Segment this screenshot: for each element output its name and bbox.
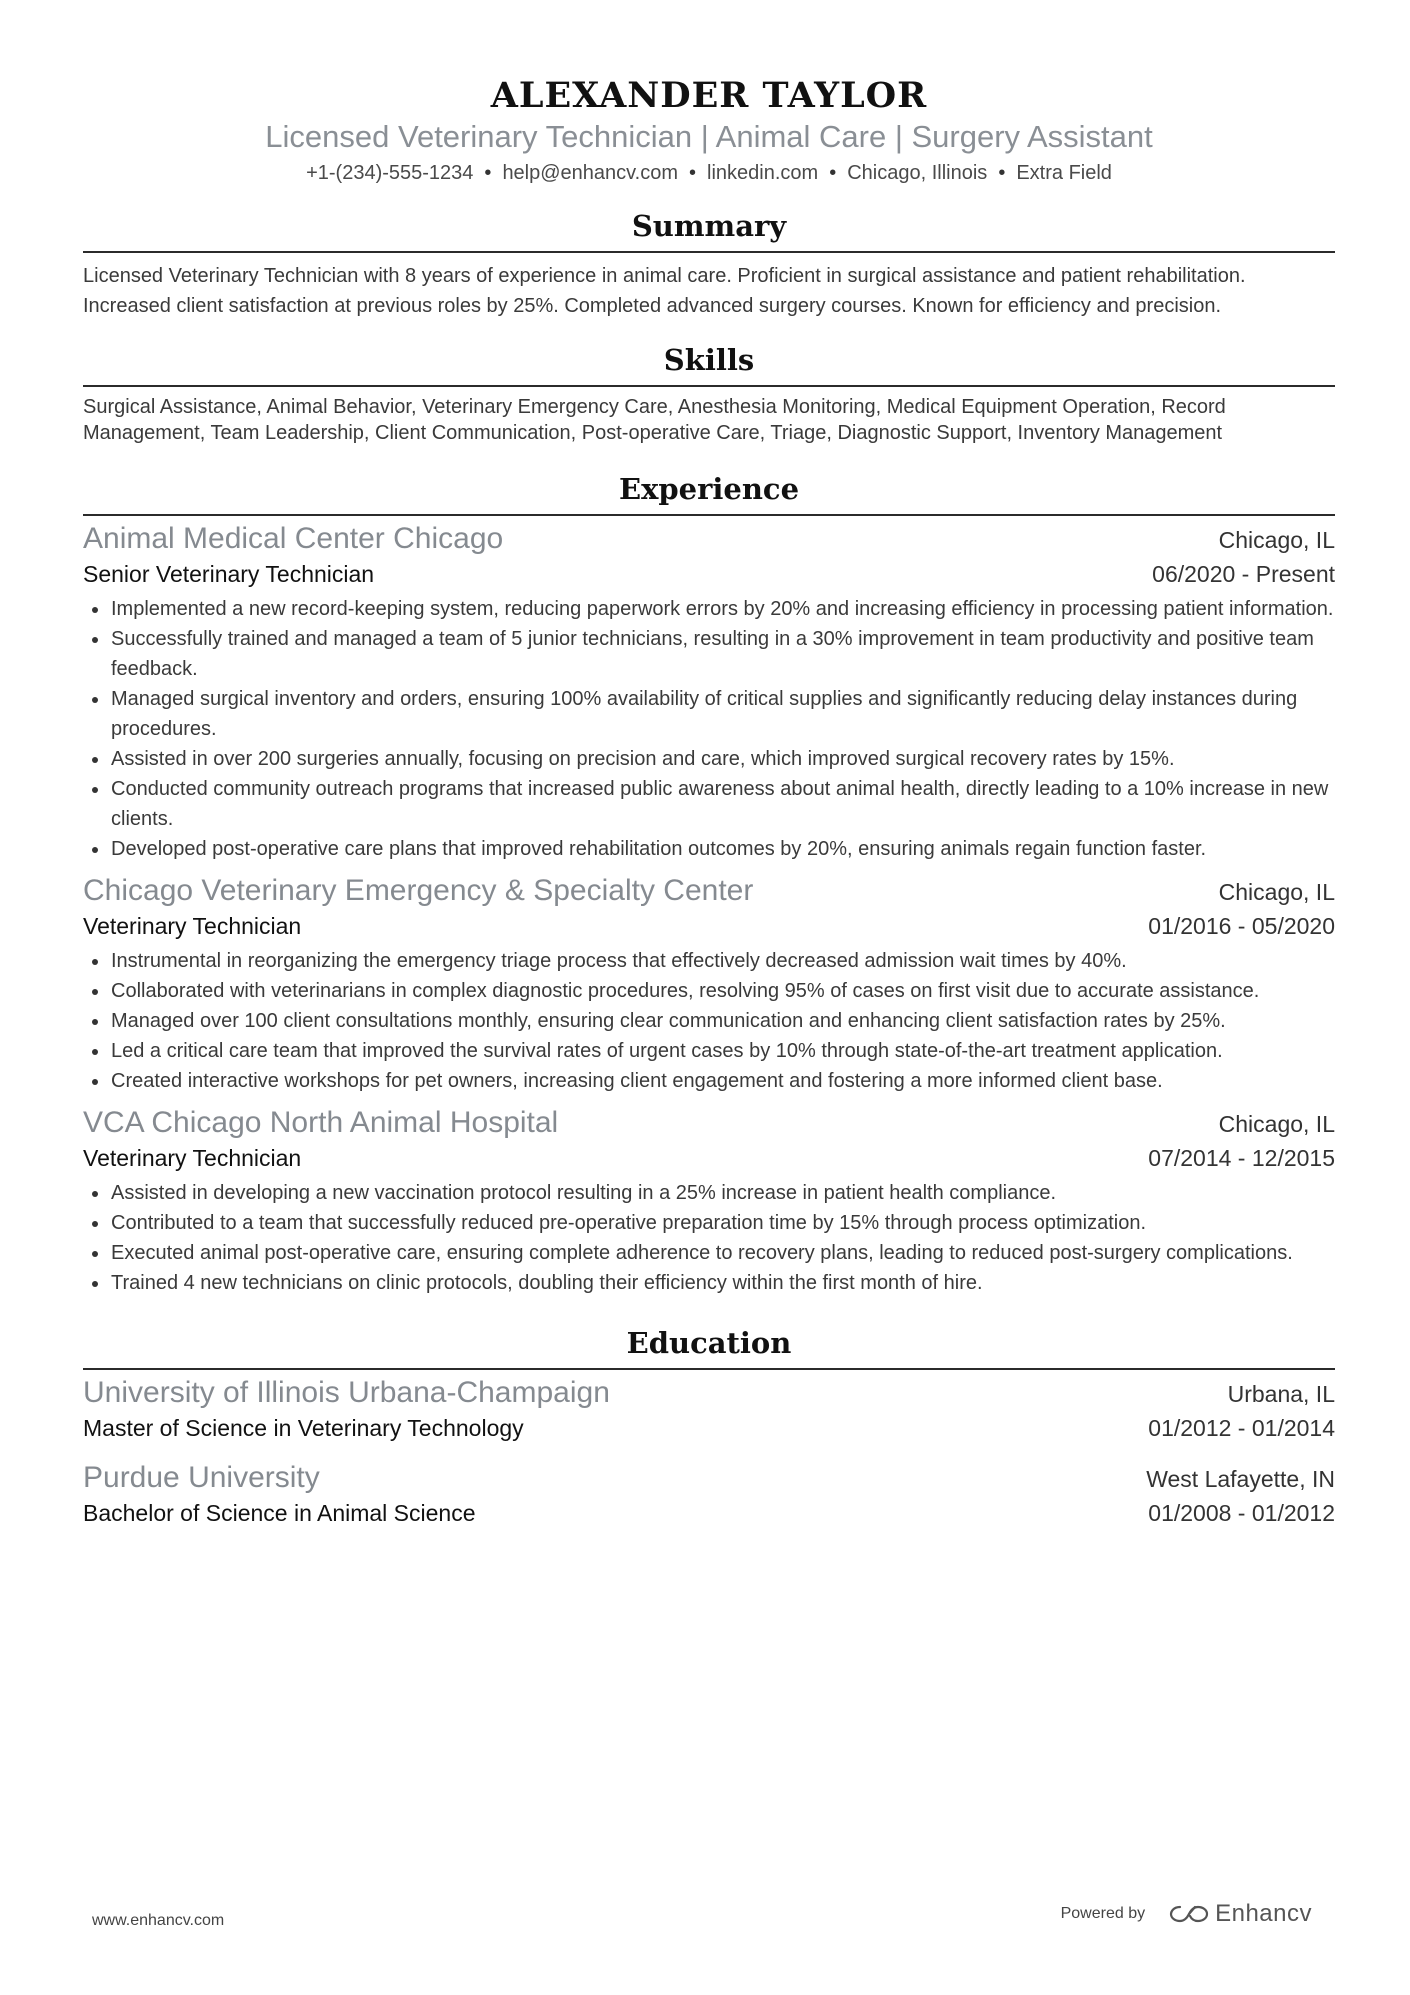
contact-location: Chicago, Illinois [847,162,988,184]
job-role: Senior Veterinary Technician [83,561,375,587]
job-bullet: Assisted in developing a new vaccination protocol resulting in a 25% increase in patient health compliance. [83,1178,1335,1208]
education-section [83,1324,1335,1530]
enhancv-logo[interactable] [1169,1900,1312,1928]
job-bullet: Collaborated with veterinarians in complex diagnostic procedures, resolving 95% of cases on first visit due to accurate assistance. [83,976,1335,1006]
education-degree: Bachelor of Science in Animal Science [83,1500,476,1526]
section-divider [83,251,1335,253]
skills-title: Skills [663,343,755,377]
job-bullet: Assisted in over 200 surgeries annually, focusing on precision and care, which improved surgical recovery rates by 15%. [83,744,1335,774]
education-dates: 01/2012 - 01/2014 [1148,1415,1335,1441]
section-divider [83,385,1335,387]
experience-section [83,470,1335,1298]
education-location: West Lafayette, IN [1146,1466,1335,1492]
job-bullets [83,1178,1335,1298]
job-bullet: Conducted community outreach programs that increased public awareness about animal health, directly leading to a 10% increase in new clients. [83,774,1335,834]
footer-website-link[interactable]: www.enhancv.com [92,1912,225,1929]
contact-email[interactable]: help@enhancv.com [502,162,679,184]
contact-extra: Extra Field [1016,162,1112,184]
job-entry [83,520,1335,864]
job-bullet: Trained 4 new technicians on clinic protocols, doubling their efficiency within the first month of hire. [83,1268,1335,1298]
experience-title: Experience [618,472,800,506]
powered-by-label: Powered by [1060,1905,1146,1922]
footer-branding [1061,1900,1312,1928]
job-company: Animal Medical Center Chicago [83,522,504,555]
contact-line [83,159,1335,187]
job-bullet: Implemented a new record-keeping system, reducing paperwork errors by 20% and increasing efficiency in processing patient information. [83,594,1335,624]
skills-text: Surgical Assistance, Animal Behavior, Veterinary Emergency Care, Anesthesia Monitoring, Medical Equipment Operation, Record Management, Team Leadership, Client Communication, Post-operative Care, Triage, Diagnostic Support, Inventory Management [83,396,1226,444]
job-bullet: Led a critical care team that improved the survival rates of urgent cases by 10% through state-of-the-art treatment application. [83,1036,1335,1066]
education-entry [83,1374,1335,1445]
contact-separator: • [484,162,492,184]
contact-separator: • [998,162,1006,184]
job-bullet: Managed over 100 client consultations monthly, ensuring clear communication and enhancing client satisfaction rates by 25%. [83,1006,1335,1036]
contact-linkedin[interactable]: linkedin.com [707,162,819,184]
summary-title: Summary [631,209,787,243]
job-bullet: Instrumental in reorganizing the emergency triage process that effectively decreased admission wait times by 40%. [83,946,1335,976]
job-role: Veterinary Technician [83,913,302,939]
education-school: Purdue University [83,1461,320,1494]
job-bullet: Successfully trained and managed a team of 5 junior technicians, resulting in a 30% improvement in team productivity and positive team feedback. [83,624,1335,684]
education-dates: 01/2008 - 01/2012 [1148,1500,1335,1526]
job-role: Veterinary Technician [83,1145,302,1171]
job-location: Chicago, IL [1218,1111,1335,1137]
resume-page [83,0,1335,1530]
job-bullet: Executed animal post-operative care, ensuring complete adherence to recovery plans, leading to reduced post-surgery complications. [83,1238,1335,1268]
job-entry [83,872,1335,1096]
job-company: VCA Chicago North Animal Hospital [83,1106,559,1139]
education-school: University of Illinois Urbana-Champaign [83,1376,610,1409]
job-dates: 07/2014 - 12/2015 [1148,1145,1335,1171]
contact-phone[interactable]: +1-(234)-555-1234 [306,162,474,184]
education-title: Education [626,1326,792,1360]
education-location: Urbana, IL [1227,1381,1335,1407]
contact-separator: • [829,162,837,184]
job-location: Chicago, IL [1218,527,1335,553]
job-location: Chicago, IL [1218,879,1335,905]
skills-section [83,341,1335,446]
section-divider [83,1368,1335,1370]
job-dates: 06/2020 - Present [1152,561,1335,587]
job-bullet: Created interactive workshops for pet owners, increasing client engagement and fostering a more informed client base. [83,1066,1335,1096]
job-bullets [83,946,1335,1096]
job-bullet: Developed post-operative care plans that improved rehabilitation outcomes by 20%, ensuring animals regain function faster. [83,834,1335,864]
job-entry [83,1104,1335,1298]
job-bullet: Managed surgical inventory and orders, ensuring 100% availability of critical supplies and significantly reducing delay instances during procedures. [83,684,1335,744]
candidate-headline: Licensed Veterinary Technician | Animal Care | Surgery Assistant [265,119,1153,154]
enhancv-infinity-icon [1169,1903,1209,1925]
brand-name: Enhancv [1215,1900,1312,1927]
contact-separator: • [689,162,697,184]
education-degree: Master of Science in Veterinary Technology [83,1415,524,1441]
summary-section [83,207,1335,321]
summary-text: Licensed Veterinary Technician with 8 years of experience in animal care. Proficient in surgical assistance and patient rehabilitation. Increased client satisfaction at previous roles by 25%. Completed advanced surgery courses. Known for efficiency and precision. [83,265,1246,317]
section-divider [83,514,1335,516]
candidate-name: ALEXANDER TAYLOR [490,75,928,116]
job-bullet: Contributed to a team that successfully reduced pre-operative preparation time by 15% through process optimization. [83,1208,1335,1238]
education-entry [83,1459,1335,1530]
job-bullets [83,594,1335,864]
job-company: Chicago Veterinary Emergency & Specialty Center [83,874,754,907]
job-dates: 01/2016 - 05/2020 [1148,913,1335,939]
